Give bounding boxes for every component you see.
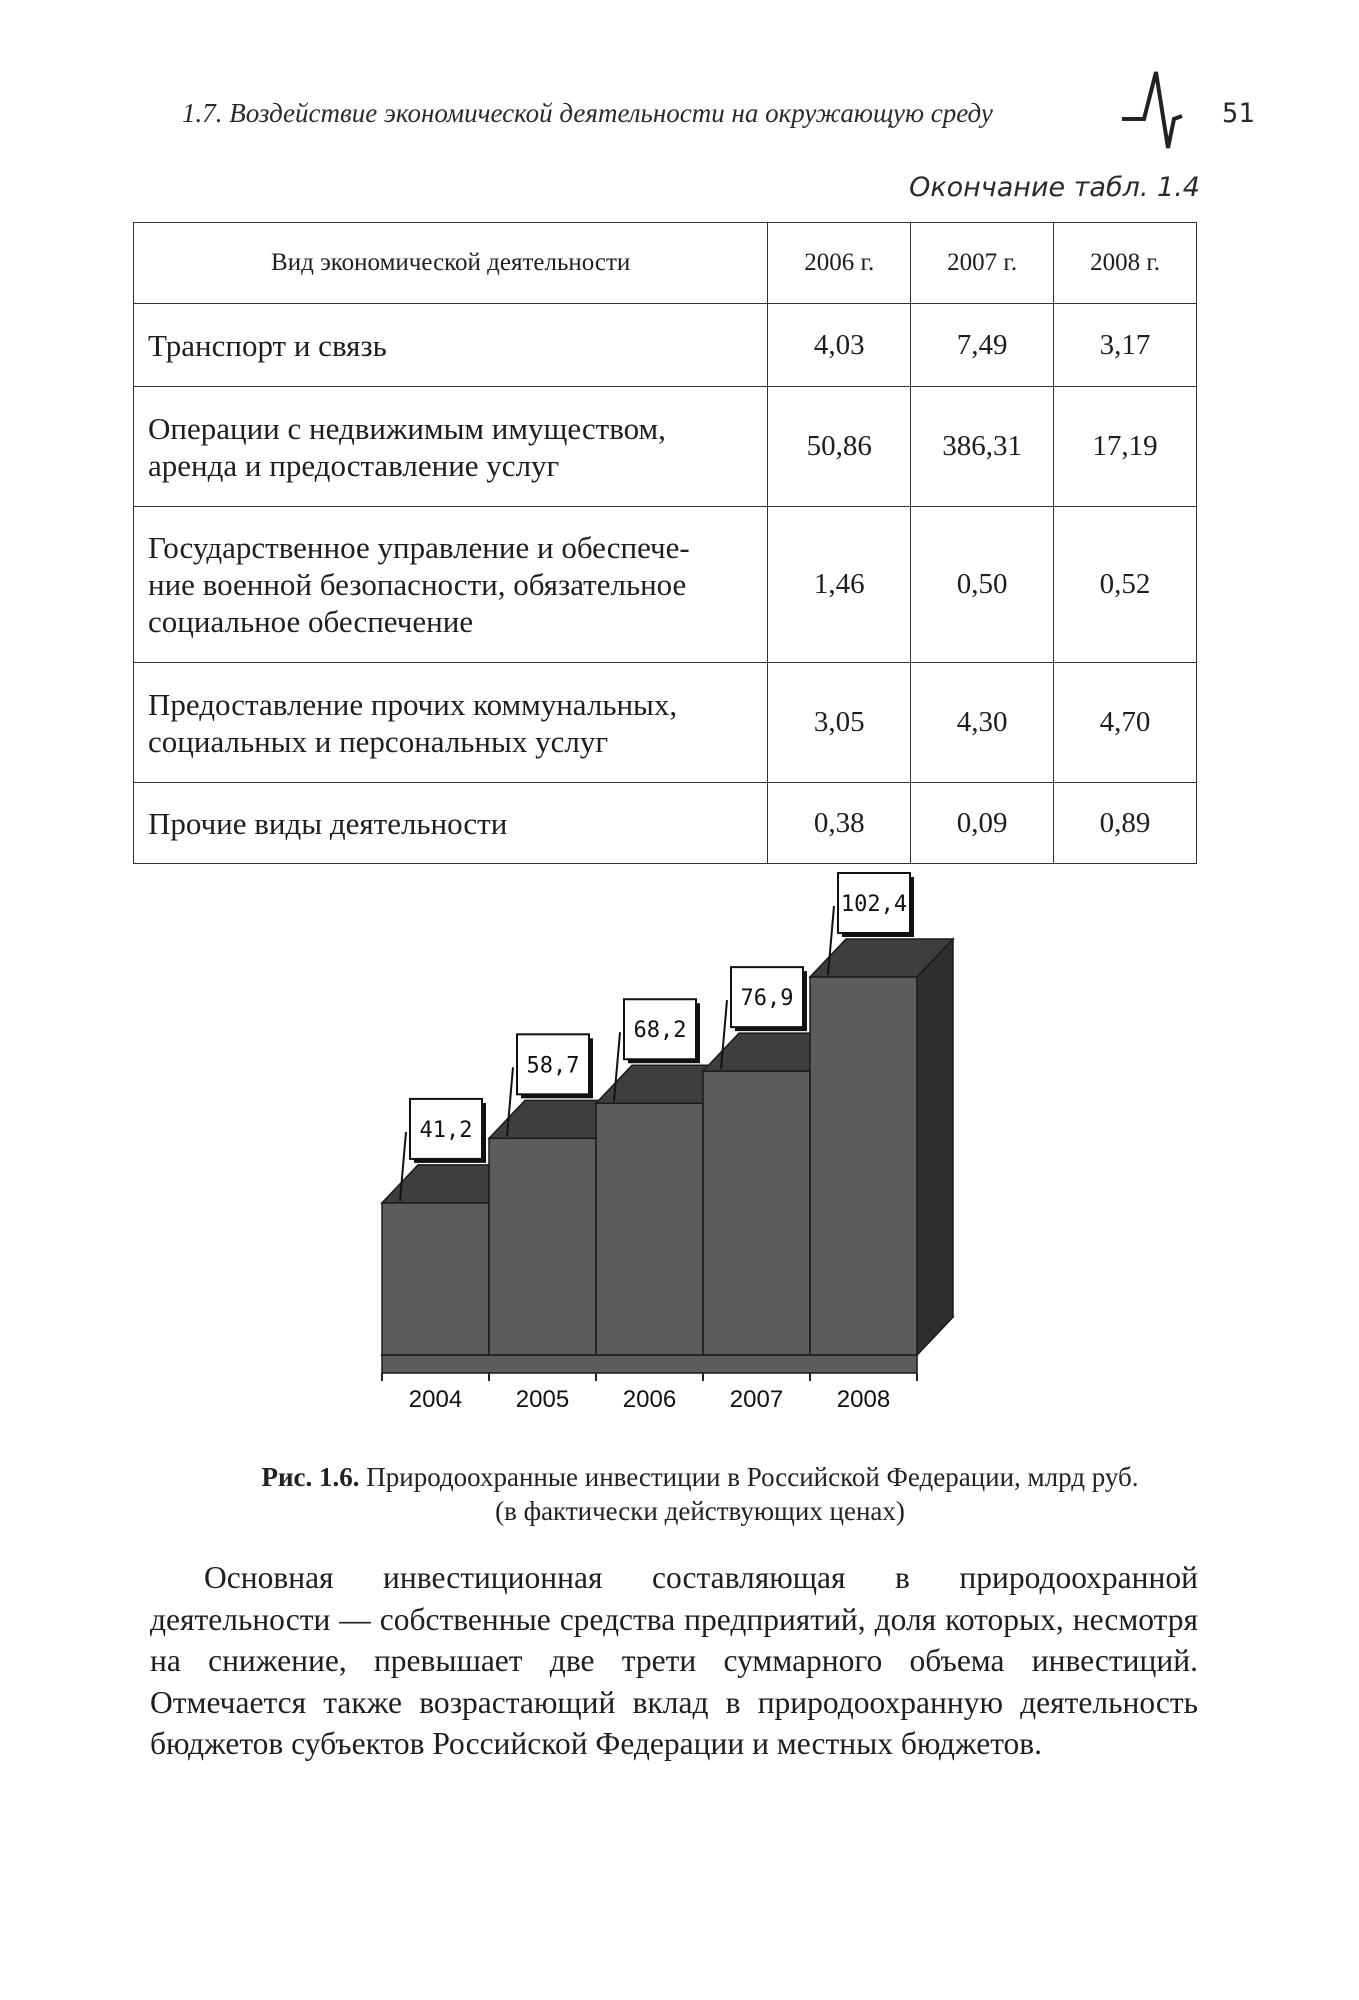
x-tick-label: 2007: [729, 1386, 784, 1413]
cell-value: 50,86: [768, 387, 911, 507]
running-head: [0, 92, 1359, 142]
x-tick-label: 2008: [836, 1386, 891, 1413]
cell-value: 7,49: [911, 304, 1054, 387]
cell-value: 0,89: [1054, 783, 1197, 864]
cell-value: 17,19: [1054, 387, 1197, 507]
row-label: [134, 507, 768, 663]
table-row: [134, 663, 1197, 783]
x-tick-label: 2005: [515, 1386, 570, 1413]
running-title: 1.7. Воздействие экономической деятельности на окружающую среду: [182, 98, 993, 128]
cell-value: 3,17: [1054, 304, 1197, 387]
label-line: ние военной безопасности, обязательное: [148, 567, 687, 602]
cell-value: 0,38: [768, 783, 911, 864]
bar: [596, 1103, 703, 1355]
label-line: Транспорт и связь: [148, 327, 387, 363]
cell-value: 1,46: [768, 507, 911, 663]
data-label: 41,2: [419, 1117, 473, 1143]
x-tick-label: 2006: [622, 1386, 677, 1413]
row-label: [134, 304, 768, 387]
label-line: Операции с недвижимым имуществом,: [148, 410, 666, 446]
cell-value: 0,09: [911, 783, 1054, 864]
table-row: [134, 387, 1197, 507]
data-label: 102,4: [840, 892, 908, 917]
figure-caption: [200, 1460, 1200, 1528]
chart-floor-front: [382, 1355, 917, 1373]
data-label: 68,2: [633, 1018, 687, 1044]
cell-value: 386,31: [911, 387, 1054, 507]
data-label: 58,7: [526, 1053, 580, 1079]
header-cell-activity: Вид экономической деятельности: [134, 223, 768, 304]
bar: [810, 977, 917, 1355]
table-header-row: [134, 223, 1197, 304]
x-tick-label: 2004: [408, 1386, 463, 1413]
label-line: аренда и предоставление услуг: [148, 447, 560, 483]
header-cell-2007: 2007 г.: [911, 223, 1054, 304]
investment-chart: [360, 892, 1000, 1440]
table-row: [134, 507, 1197, 663]
figure-label: Рис. 1.6.: [261, 1462, 360, 1492]
chart-svg: [360, 892, 1000, 1440]
cell-value: 4,30: [911, 663, 1054, 783]
figure-caption-line2: (в фактически действующих ценах): [495, 1496, 905, 1526]
bar-side: [917, 939, 953, 1355]
header-cell-2006: 2006 г.: [768, 223, 911, 304]
table-row: [134, 304, 1197, 387]
header-cell-2008: 2008 г.: [1054, 223, 1197, 304]
cell-value: 0,52: [1054, 507, 1197, 663]
label-line: Прочие виды деятельности: [148, 805, 508, 841]
label-line: социальных и персональных услуг: [148, 723, 609, 759]
bar: [703, 1071, 810, 1355]
page-number: 51: [1222, 98, 1255, 129]
row-label: [134, 783, 768, 864]
cell-value: 3,05: [768, 663, 911, 783]
figure-caption-line1: Природоохранные инвестиции в Российской Федерации, млрд руб.: [366, 1462, 1139, 1492]
cell-value: 4,03: [768, 304, 911, 387]
data-label: 76,9: [740, 986, 794, 1012]
bar: [382, 1203, 489, 1355]
label-line: Предоставление прочих коммунальных,: [148, 686, 678, 722]
cell-value: 4,70: [1054, 663, 1197, 783]
data-table: [133, 222, 1197, 864]
row-label: [134, 387, 768, 507]
label-line: Государственное управление и обеспече-: [148, 530, 690, 565]
body-paragraph: Основная инвестиционная составляющая в природоохранной деятельности — собственные средства предприятий, доля которых, несмотря на снижение, превышает две трети суммарного объема инвестиций. Отмечается также возрастающий вклад в природоохранную деятельность бюджетов субъектов Российской Федерации и местных бюджетов.: [150, 1560, 1198, 1761]
pulse-icon: [1120, 64, 1190, 154]
cell-value: 0,50: [911, 507, 1054, 663]
table-row: [134, 783, 1197, 864]
label-line: социальное обеспечение: [148, 604, 474, 639]
row-label: [134, 663, 768, 783]
bar: [489, 1138, 596, 1355]
table-caption: Окончание табл. 1.4: [909, 172, 1200, 203]
